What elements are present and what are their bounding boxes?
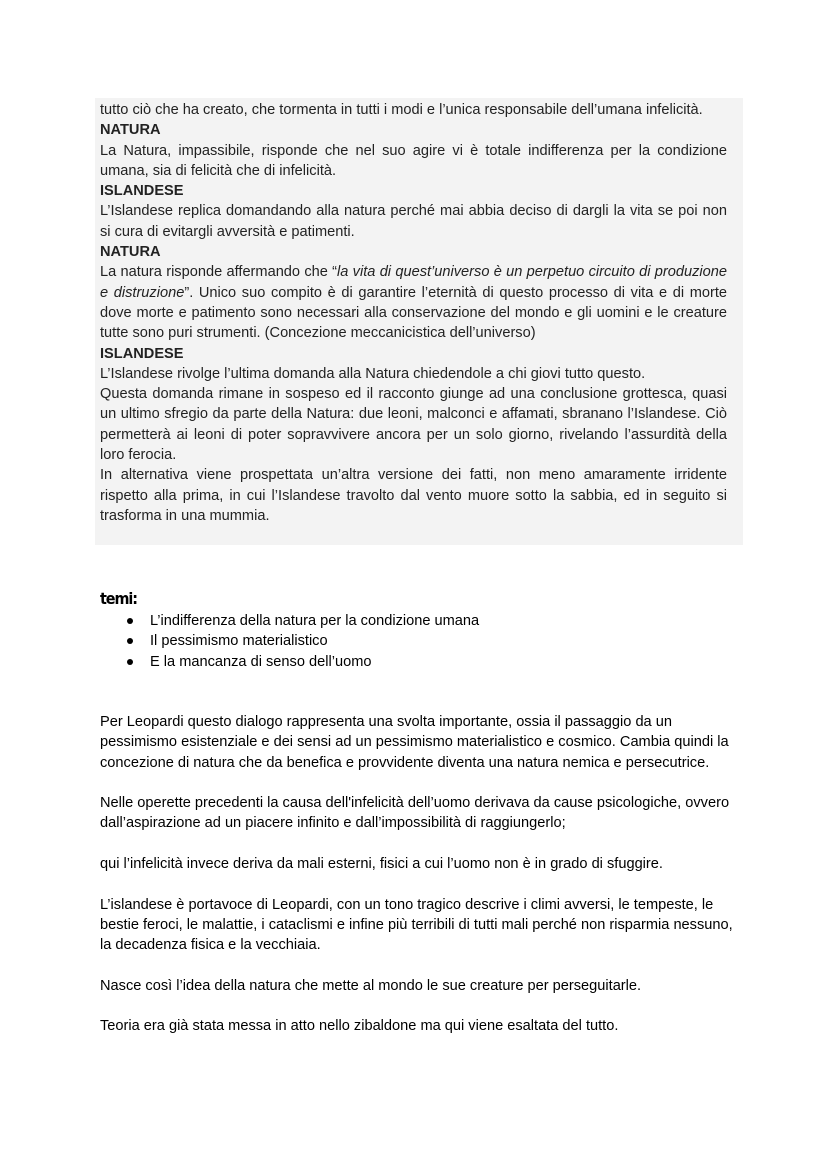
- dialogue-summary: [100, 100, 727, 526]
- body-paragraph: L’islandese è portavoce di Leopardi, con un tono tragico descrive i climi avversi, le tempeste, le bestie feroci, le malattie, i cataclismi e infine più terribili di tutti mali perché non risparmia nessuno, la decadenza fisica e la vecchiaia.: [100, 896, 733, 954]
- speaker-label: ISLANDESE: [100, 345, 184, 362]
- bullet-icon: [127, 659, 133, 665]
- list-item-text: L’indifferenza della natura per la condizione umana: [150, 613, 480, 629]
- body-paragraph: Teoria era già stata messa in atto nello zibaldone ma qui viene esaltata del tutto.: [100, 1018, 619, 1035]
- speaker-label: ISLANDESE: [100, 183, 184, 200]
- summary-paragraph: La Natura, impassibile, risponde che nel suo agire vi è totale indifferenza per la condizione umana, sia di felicità che di infelicità.: [100, 142, 727, 179]
- analysis-body: [100, 712, 740, 1057]
- summary-paragraph: L’Islandese replica domandando alla natura perché mai abbia deciso di dargli la vita se poi non si cura di evitargli avversità e patimenti.: [100, 203, 727, 240]
- summary-paragraph: In alternativa viene prospettata un’altra versione dei fatti, non meno amaramente irridente rispetto alla prima, in cui l’Islandese travolto dal vento muore sotto la sabbia, ed in seguito si trasforma in una mummia.: [100, 467, 727, 524]
- summary-paragraph: Questa domanda rimane in sospeso ed il racconto giunge ad una conclusione grottesca, quasi un ultimo sfregio da parte della Natura: due leoni, malconci e affamati, sbranano l’Islandese. Ciò permetterà ai leoni di poter sopravvivere ancora per un solo giorno, rivelando l’assurdità della loro ferocia.: [100, 386, 727, 464]
- list-item: [125, 652, 479, 672]
- temi-heading: temi:: [100, 589, 137, 608]
- quote-tail: ”. Unico suo compito è di garantire l’eternità di questo processo di vita e di morte dove morte e patimento sono necessari alla conservazione del mondo e gli uomini e le creature tutte sono puri strumenti. (Concezione meccanicistica dell’universo): [100, 284, 728, 342]
- body-paragraph: Nelle operette precedenti la causa dell'infelicità dell’uomo derivava da cause psicologiche, ovvero dall’aspirazione ad un piacere infinito e dall’impossibilità di raggiungerlo;: [100, 795, 730, 832]
- summary-paragraph: tutto ciò che ha creato, che tormenta in tutti i modi e l’unica responsabile dell’umana infelicità.: [100, 102, 703, 118]
- nature-quote: la vita di quest’universo è un perpetuo circuito di produzione e distruzione: [100, 264, 727, 301]
- body-paragraph: Nasce così l’idea della natura che mette al mondo le sue creature per perseguitarle.: [100, 977, 642, 994]
- summary-paragraph: L’Islandese rivolge l’ultima domanda alla Natura chiedendole a chi giovi tutto questo.: [100, 365, 646, 382]
- speaker-label: NATURA: [100, 244, 161, 261]
- quote-lead: La natura risponde affermando che “: [100, 264, 338, 281]
- list-item: [125, 631, 479, 651]
- list-item: [125, 611, 479, 631]
- summary-paragraph-quote: [100, 262, 727, 343]
- list-item-text: E la mancanza di senso dell’uomo: [150, 653, 372, 670]
- bullet-icon: [127, 618, 133, 624]
- bullet-icon: [127, 638, 133, 644]
- temi-list: [125, 611, 479, 672]
- speaker-label: NATURA: [100, 122, 161, 139]
- list-item-text: Il pessimismo materialistico: [150, 633, 328, 650]
- body-paragraph: qui l’infelicità invece deriva da mali esterni, fisici a cui l’uomo non è in grado di sfuggire.: [100, 856, 663, 873]
- body-paragraph: Per Leopardi questo dialogo rappresenta una svolta importante, ossia il passaggio da un pessimismo esistenziale e dei sensi ad un pessimismo materialistico e cosmico. Cambia quindi la concezione di natura che da benefica e provvidente diventa una natura nemica e persecutrice.: [100, 714, 729, 771]
